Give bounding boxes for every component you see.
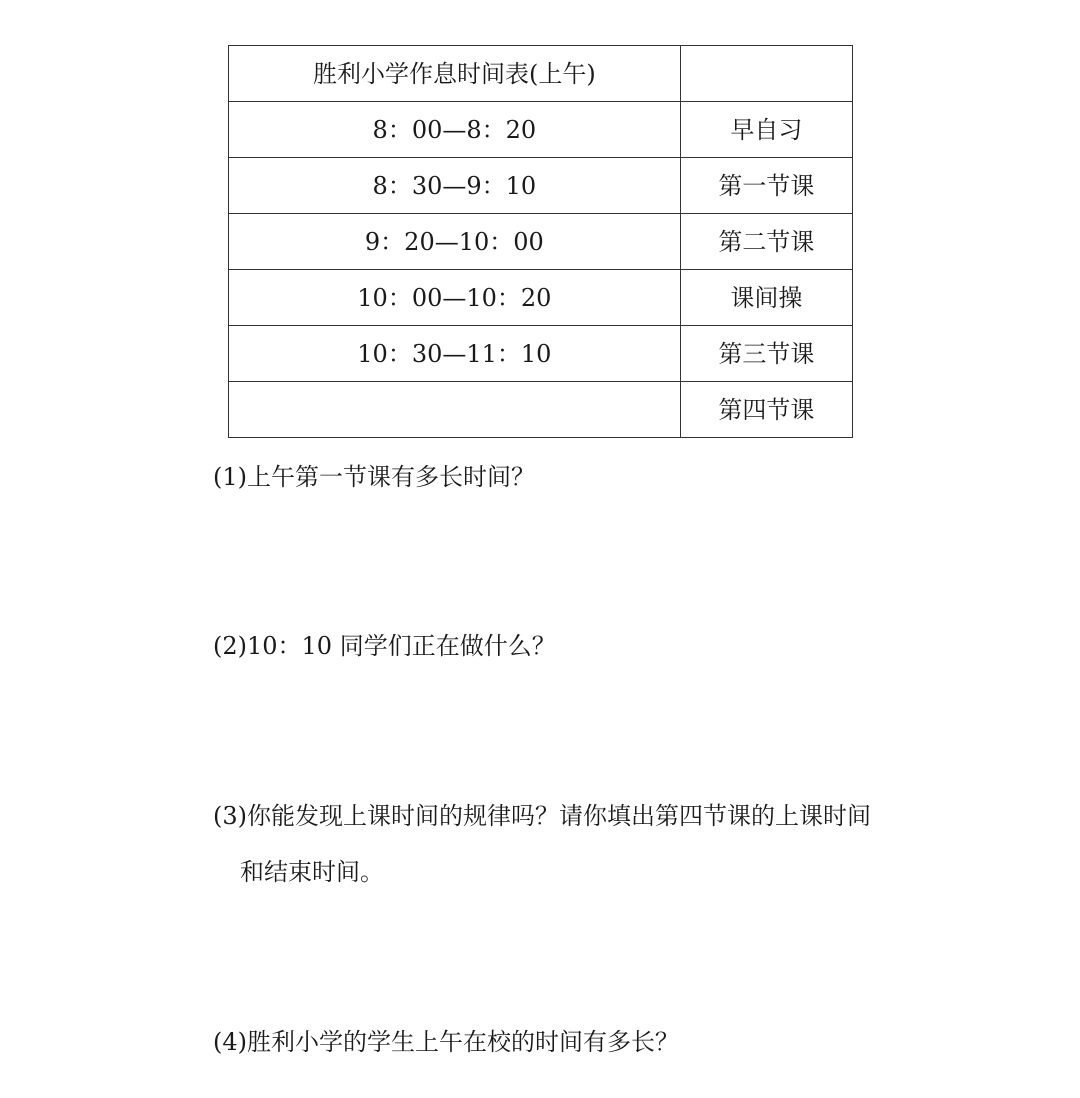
table-row	[229, 326, 853, 382]
table-title: 胜利小学作息时间表(上午)	[229, 46, 681, 102]
table-row	[229, 382, 853, 438]
activity-cell: 课间操	[680, 270, 852, 326]
time-cell: 8：00—8：20	[229, 102, 681, 158]
time-cell-blank	[229, 382, 681, 438]
table-row	[229, 270, 853, 326]
time-cell: 10：30—11：10	[229, 326, 681, 382]
question-4: (4)胜利小学的学生上午在校的时间有多长？	[213, 1028, 679, 1056]
time-cell: 10：00—10：20	[229, 270, 681, 326]
schedule-table	[228, 45, 853, 438]
table-title-right-cell	[680, 46, 852, 102]
question-2: (2)10：10 同学们正在做什么？	[213, 632, 556, 660]
table-row	[229, 214, 853, 270]
time-cell: 8：30—9：10	[229, 158, 681, 214]
activity-cell: 第二节课	[680, 214, 852, 270]
question-1: (1)上午第一节课有多长时间？	[213, 463, 535, 491]
table-header-row	[229, 46, 853, 102]
activity-cell: 早自习	[680, 102, 852, 158]
table-row	[229, 158, 853, 214]
activity-cell: 第三节课	[680, 326, 852, 382]
activity-cell: 第一节课	[680, 158, 852, 214]
time-cell: 9：20—10：00	[229, 214, 681, 270]
question-3-line-1: (3)你能发现上课时间的规律吗？请你填出第四节课的上课时间	[213, 802, 871, 830]
question-3-line-2: 和结束时间。	[240, 858, 384, 886]
table-row	[229, 102, 853, 158]
activity-cell: 第四节课	[680, 382, 852, 438]
